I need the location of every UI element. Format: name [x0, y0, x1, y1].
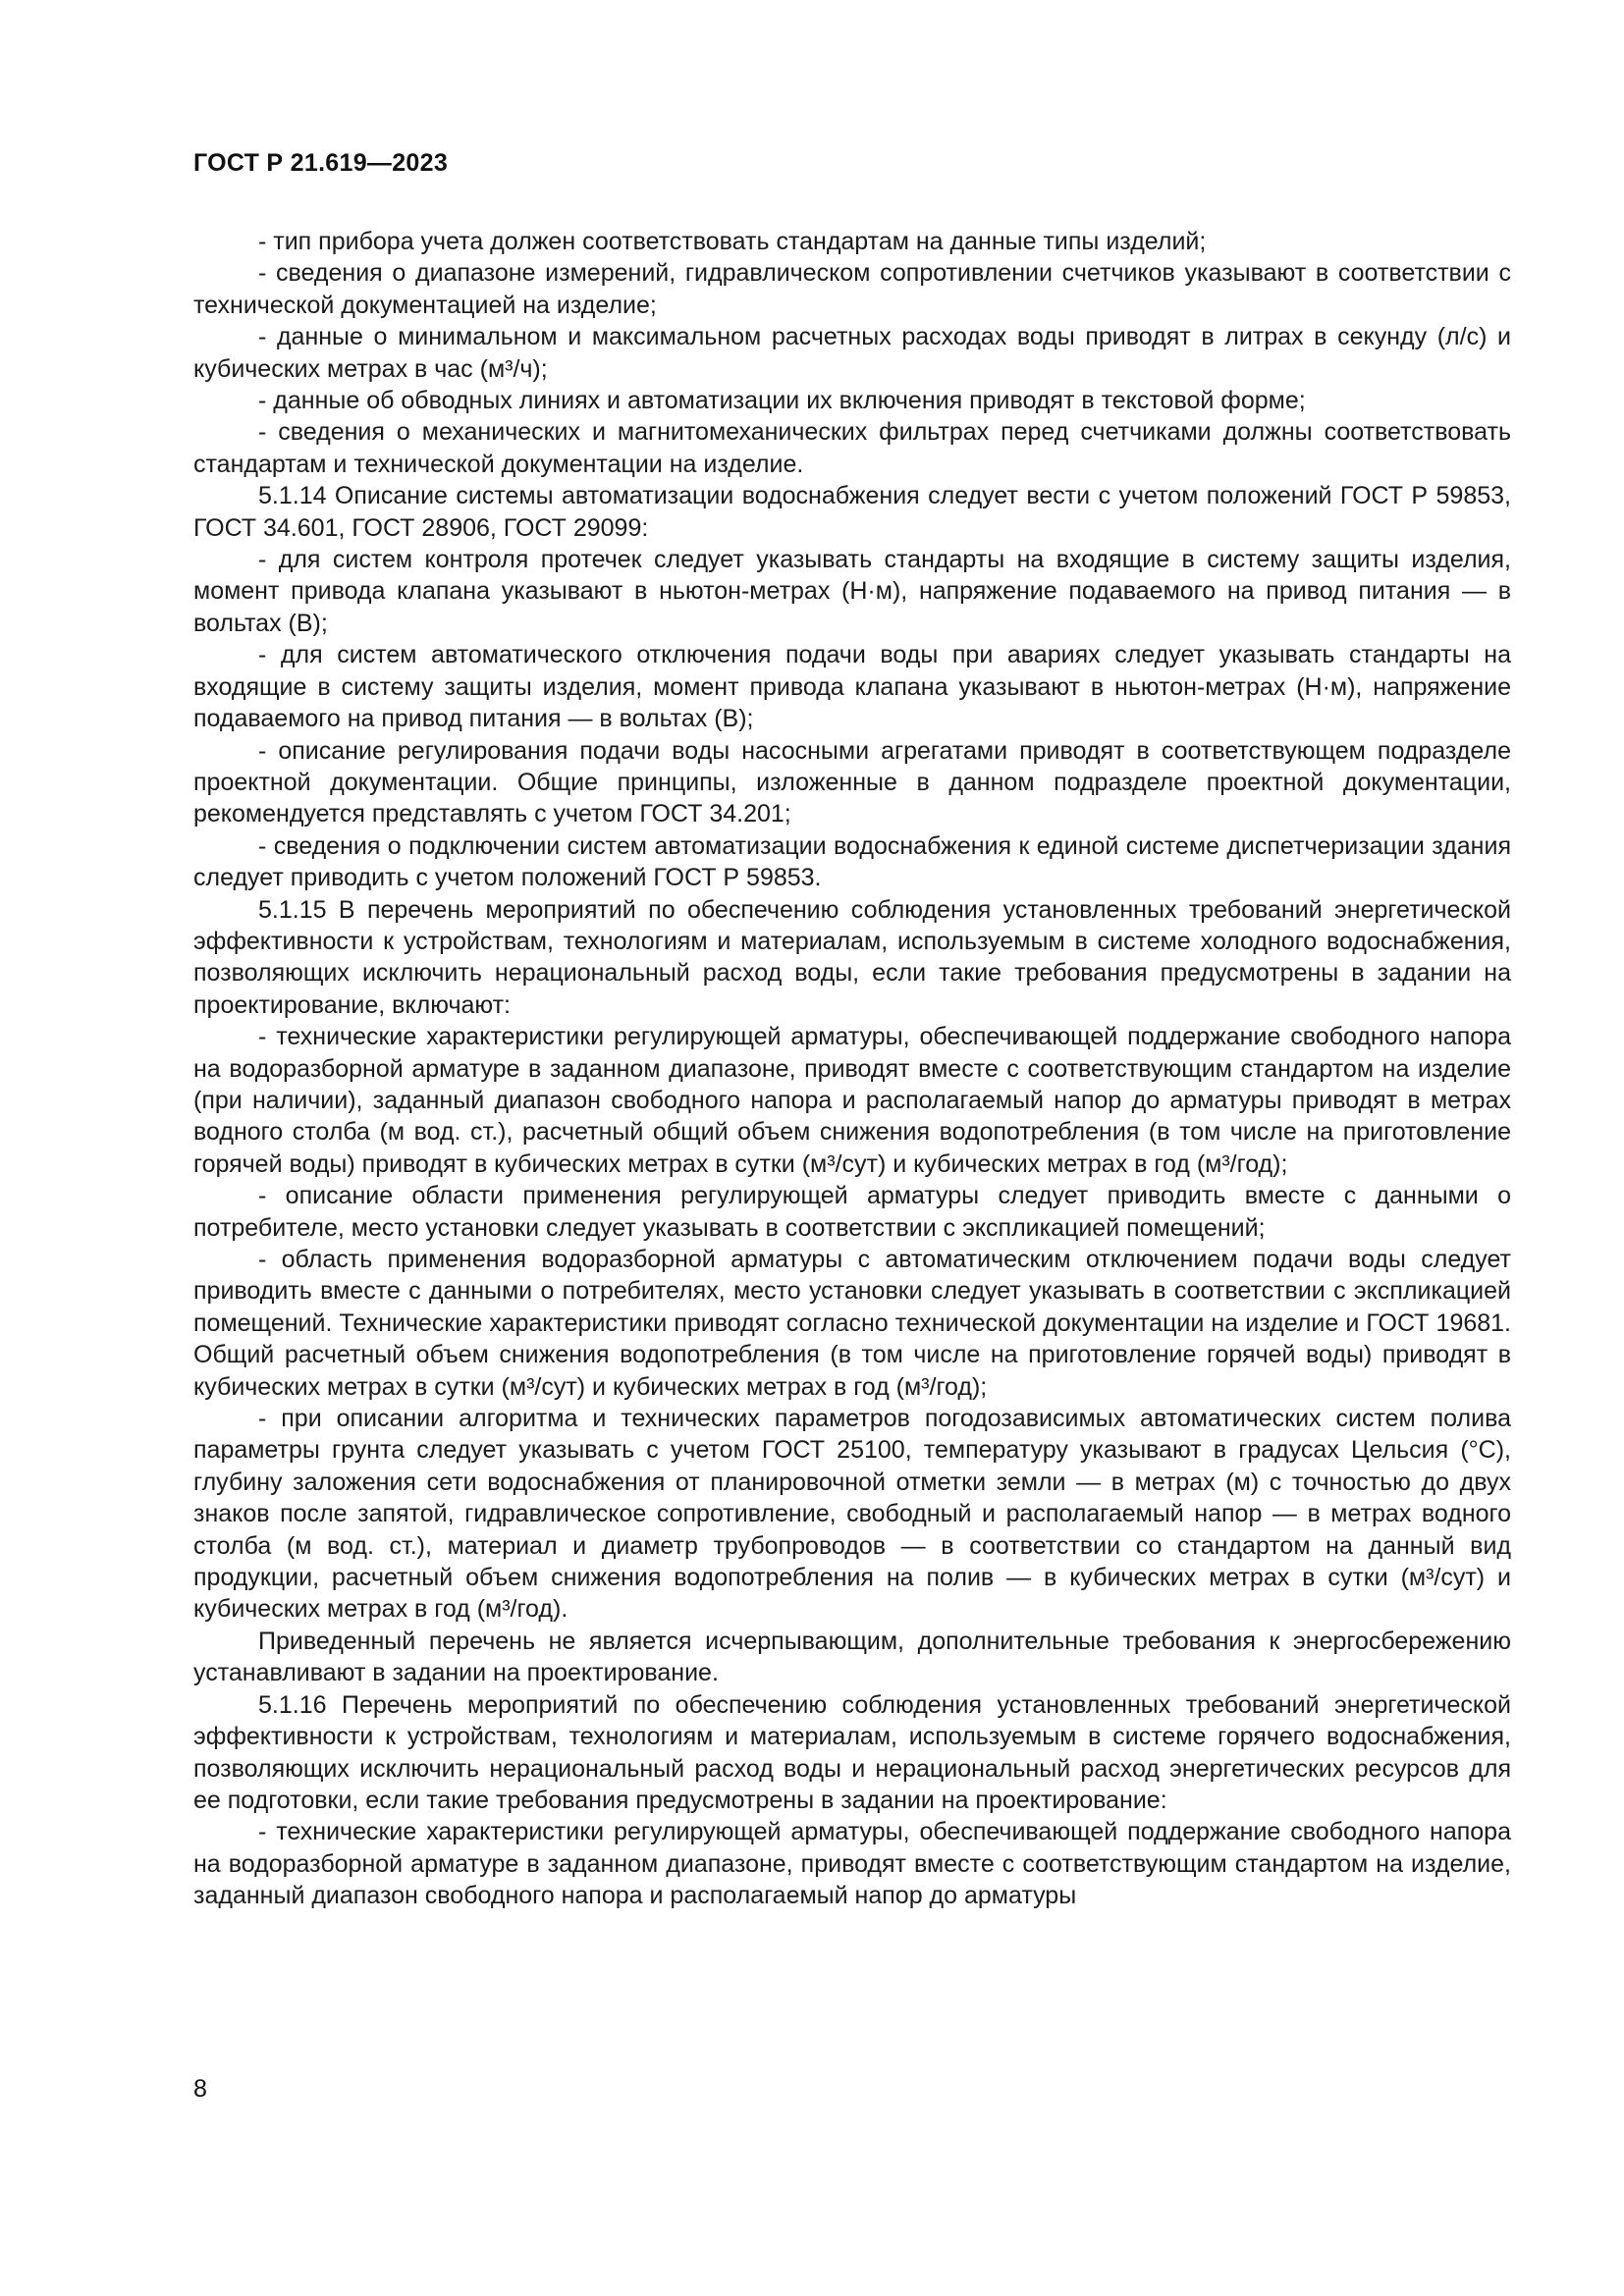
paragraph: - данные об обводных линиях и автоматизации их включения приводят в текстовой форме; — [258, 387, 1306, 415]
paragraph: - технические характеристики регулирующей арматуры, обеспечивающей поддержание свободного напора на водоразборной арматуре в заданном диапазоне, приводят вместе с соответствующим стандартом на изделие, заданный диапазон свободного напора и располагаемый напор до арматуры — [193, 1818, 1511, 1910]
paragraph: - технические характеристики регулирующей арматуры, обеспечивающей поддержание свободного напора на водоразборной арматуре в заданном диапазоне, приводят вместе с соответствующим стандартом на изделие (при наличии), заданный диапазон свободного напора и располагаемый напор до арматуры приводят в метрах водного столба (м вод. ст.), расчетный общий объем снижения водопотребления (в том числе на приготовление горячей воды) приводят в кубических метрах в сутки (м³/сут) и кубических метрах в год (м³/год); — [193, 1023, 1511, 1178]
document-body — [193, 226, 1511, 1912]
paragraph: - при описании алгоритма и технических параметров погодозависимых автоматических систем полива параметры грунта следует указывать с учетом ГОСТ 25100, температуру указывают в градусах Цельсия (°С), глубину заложения сети водоснабжения от планировочной отметки земли — в метрах (м) с точностью до двух знаков после запятой, гидравлическое сопротивление, свободный и располагаемый напор — в метрах водного столба (м вод. ст.), материал и диаметр трубопроводов — в соответствии со стандартом на данный вид продукции, расчетный объем снижения водопотребления на полив — в кубических метрах в сутки (м³/сут) и кубических метрах в год (м³/год). — [193, 1405, 1511, 1624]
paragraph: - описание регулирования подачи воды насосными агрегатами приводят в соответствующем подразделе проектной документации. Общие принципы, изложенные в данном подразделе проектной документации, рекомендуется представлять с учетом ГОСТ 34.201; — [193, 736, 1511, 828]
document-header: ГОСТ Р 21.619—2023 — [193, 149, 449, 177]
paragraph: - сведения о механических и магнитомеханических фильтрах перед счетчиками должны соответствовать стандартам и технической документации на изделие. — [193, 418, 1511, 478]
paragraph: - сведения о подключении систем автоматизации водоснабжения к единой системе диспетчеризации здания следует приводить с учетом положений ГОСТ Р 59853. — [193, 831, 1511, 892]
paragraph: - для систем контроля протечек следует указывать стандарты на входящие в систему защиты изделия, момент привода клапана указывают в ньютон-метрах (Н·м), напряжение подаваемого на привод питания — в вольтах (В); — [193, 546, 1511, 637]
paragraph: Приведенный перечень не является исчерпывающим, дополнительные требования к энергосбережению устанавливают в задании на проектирование. — [193, 1627, 1511, 1687]
paragraph: - для систем автоматического отключения подачи воды при авариях следует указывать стандарты на входящие в систему защиты изделия, момент привода клапана указывают в ньютон-метрах (Н·м), напряжение подаваемого на привод питания — в вольтах (В); — [193, 641, 1511, 733]
paragraph: 5.1.14 Описание системы автоматизации водоснабжения следует вести с учетом положений ГОСТ Р 59853, ГОСТ 34.601, ГОСТ 28906, ГОСТ 29099: — [193, 482, 1511, 542]
page-number: 8 — [193, 2075, 207, 2103]
paragraph: 5.1.15 В перечень мероприятий по обеспечению соблюдения установленных требований энергетической эффективности к устройствам, технологиям и материалам, используемым в системе холодного водоснабжения, позволяющих исключить нерациональный расход воды, если такие требования предусмотрены в задании на проектирование, включают: — [193, 895, 1511, 1019]
paragraph: - данные о минимальном и максимальном расчетных расходах воды приводят в литрах в секунду (л/с) и кубических метрах в час (м³/ч); — [193, 323, 1511, 383]
paragraph: 5.1.16 Перечень мероприятий по обеспечению соблюдения установленных требований энергетической эффективности к устройствам, технологиям и материалам, используемым в системе горячего водоснабжения, позволяющих исключить нерациональный расход воды и нерациональный расход энергетических ресурсов для ее подготовки, если такие требования предусмотрены в задании на проектирование: — [193, 1690, 1511, 1814]
paragraph: - область применения водоразборной арматуры с автоматическим отключением подачи воды следует приводить вместе с данными о потребителях, место установки следует указывать в соответствии с экспликацией помещений. Технические характеристики приводят согласно технической документации на изделие и ГОСТ 19681. Общий расчетный объем снижения водопотребления (в том числе на приготовление горячей воды) приводят в кубических метрах в сутки (м³/сут) и кубических метрах в год (м³/год); — [193, 1246, 1511, 1401]
paragraph: - тип прибора учета должен соответствовать стандартам на данные типы изделий; — [258, 228, 1207, 255]
paragraph: - сведения о диапазоне измерений, гидравлическом сопротивлении счетчиков указывают в соответствии с технической документацией на изделие; — [193, 259, 1511, 319]
paragraph: - описание области применения регулирующей арматуры следует приводить вместе с данными о потребителе, место установки следует указывать в соответствии с экспликацией помещений; — [193, 1182, 1511, 1242]
